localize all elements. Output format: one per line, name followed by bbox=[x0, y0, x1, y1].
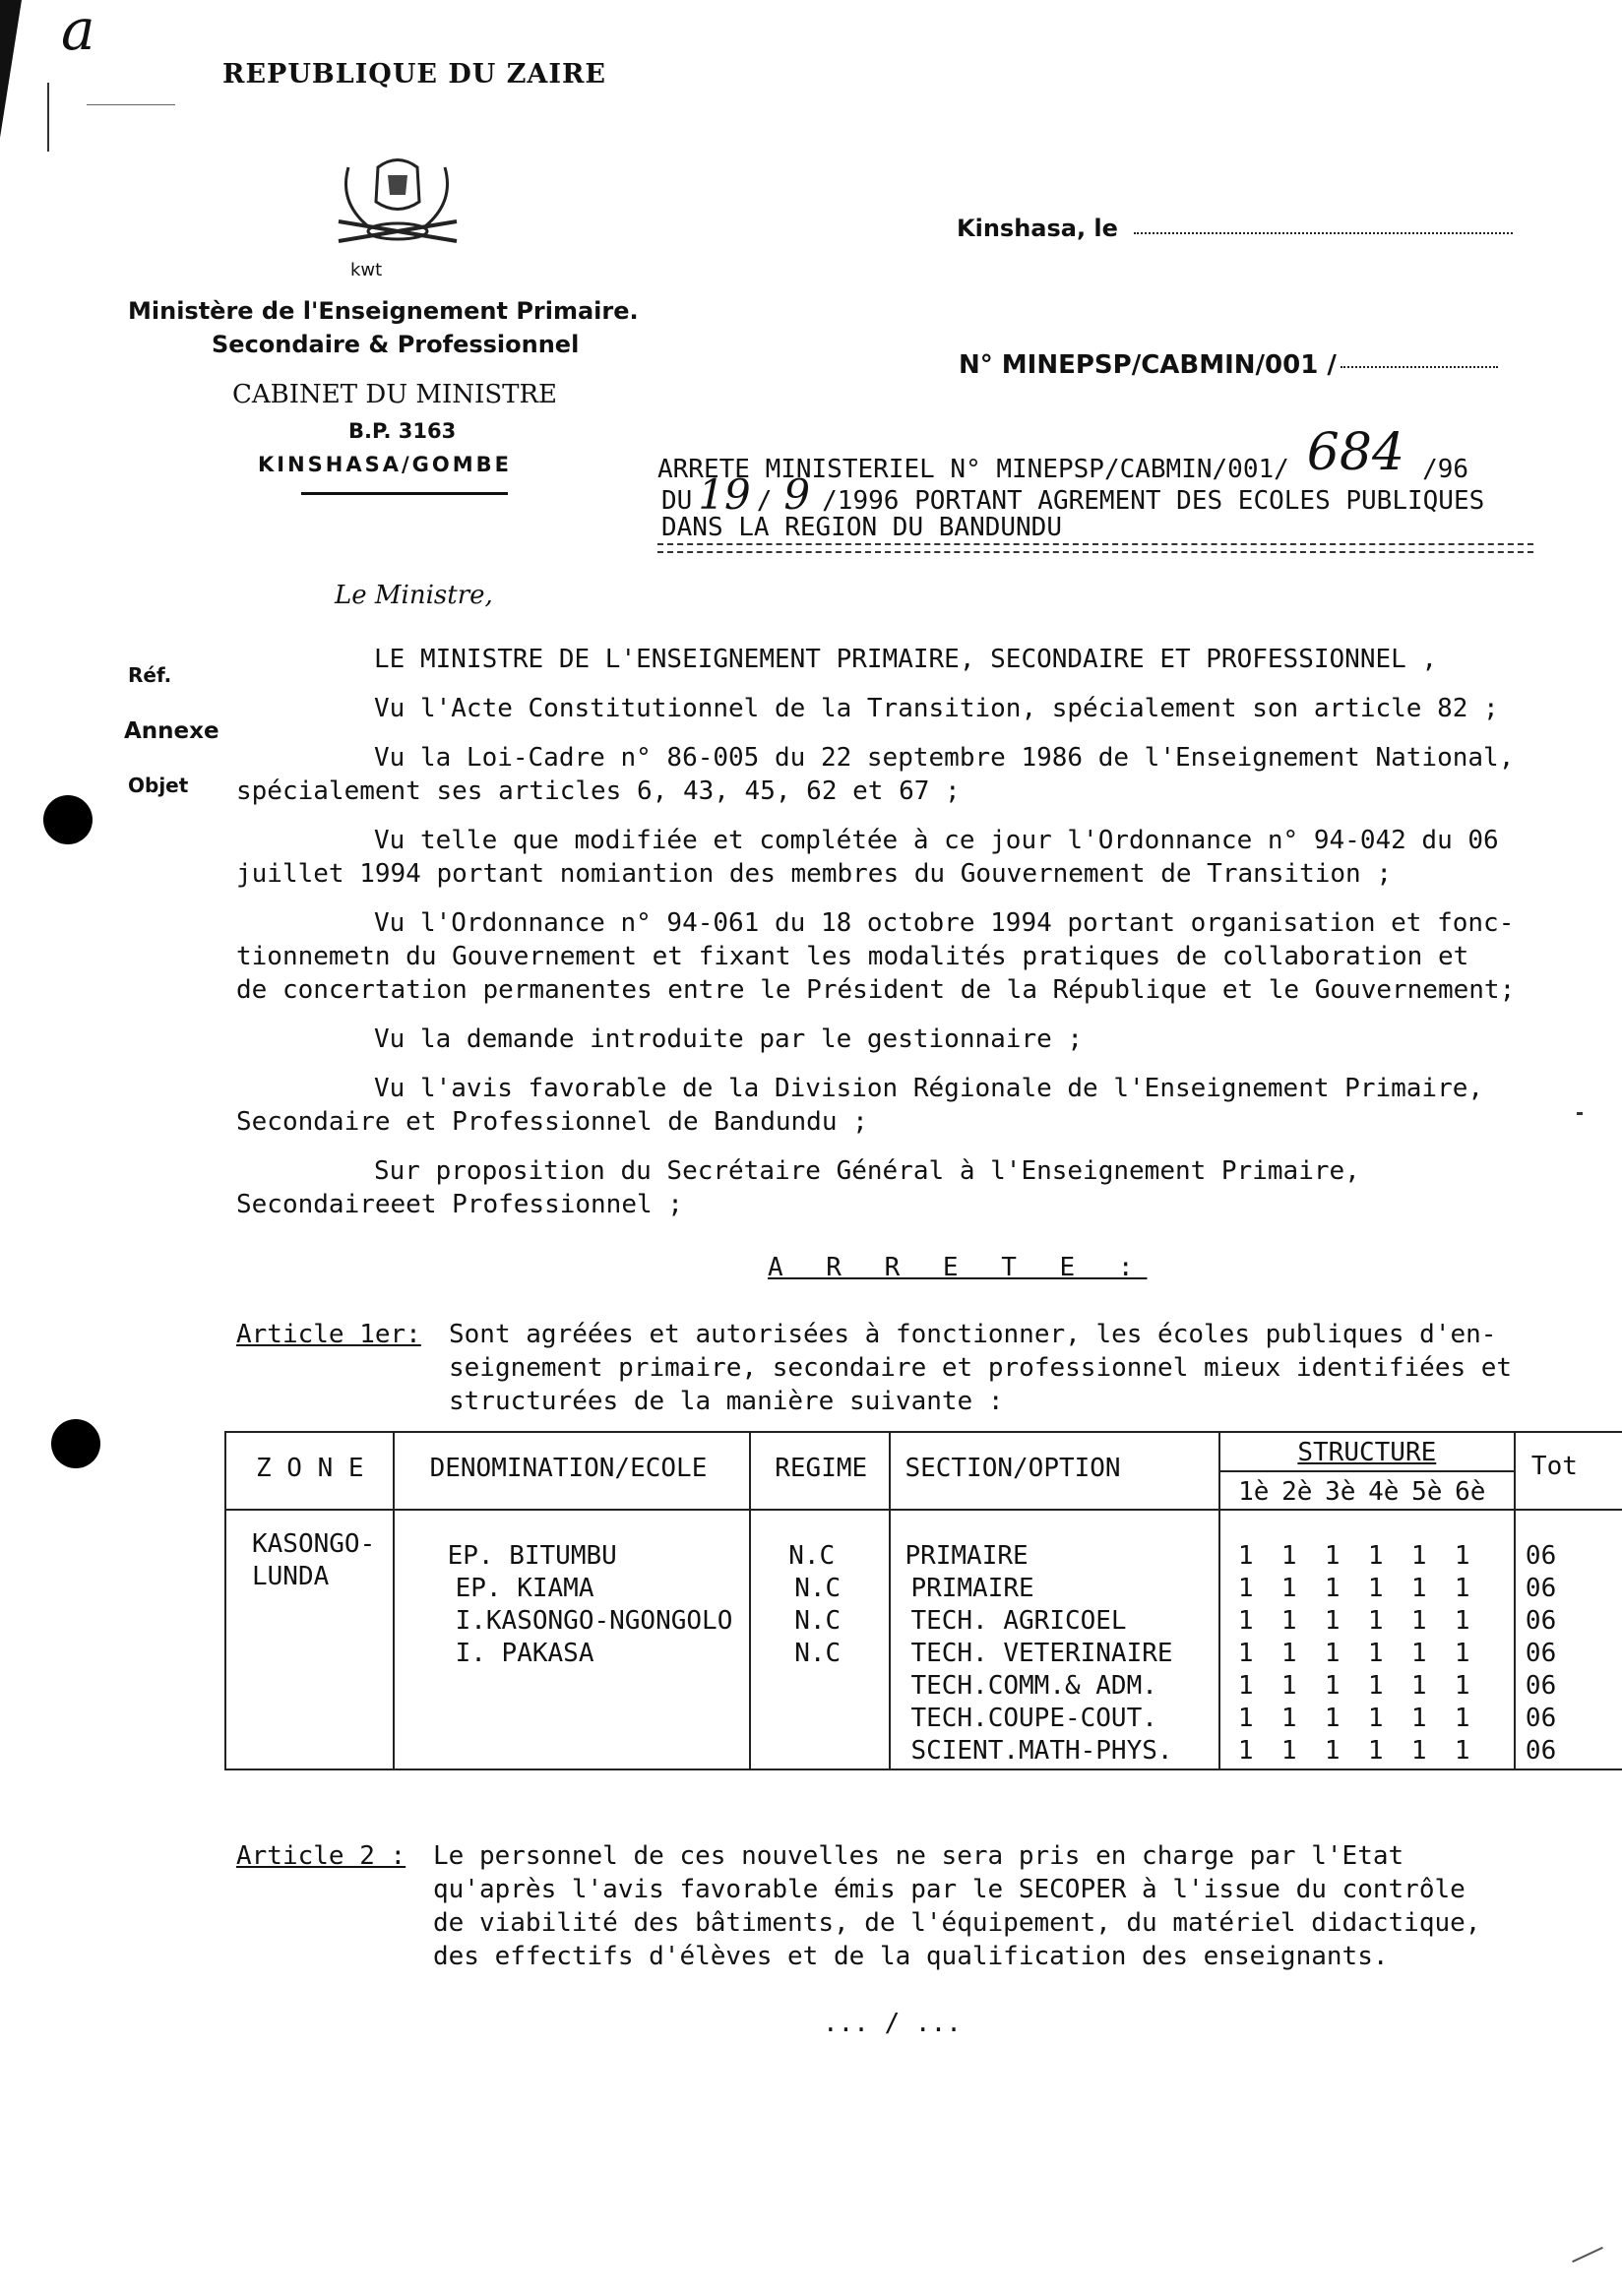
structure-value: 1 bbox=[1237, 1671, 1254, 1701]
arrete-heading: A R R E T E : bbox=[768, 1253, 1148, 1282]
structure-value: 1 bbox=[1367, 1671, 1384, 1701]
structure-value: 1 bbox=[1410, 1639, 1427, 1668]
structure-value: 1 bbox=[1410, 1704, 1427, 1733]
structure-value: 1 bbox=[1454, 1671, 1470, 1701]
title-line1: ARRETE MINISTERIEL N° MINEPSP/CABMIN/001/ 684 /96 bbox=[657, 423, 1469, 484]
header-regime-cell bbox=[750, 1432, 890, 1510]
structure-value: 1 bbox=[1280, 1736, 1297, 1766]
paragraph-proposition-l2: Secondaireeet Professionnel ; bbox=[236, 1190, 683, 1219]
structure-row bbox=[1224, 1605, 1514, 1638]
section-option: PRIMAIRE bbox=[905, 1541, 1029, 1571]
school-name: EP. KIAMA bbox=[455, 1574, 594, 1603]
structure-value: 1 bbox=[1410, 1574, 1427, 1603]
structure-value: 1 bbox=[1237, 1736, 1254, 1766]
structure-value: 1 bbox=[1324, 1704, 1341, 1733]
structure-value: 1 bbox=[1454, 1606, 1470, 1636]
total-value: 06 bbox=[1525, 1541, 1557, 1571]
header-structure-cell bbox=[1219, 1432, 1515, 1510]
structure-value: 1 bbox=[1410, 1541, 1427, 1571]
regime-cell bbox=[750, 1510, 890, 1769]
table-body-row bbox=[225, 1510, 1622, 1769]
header-rule bbox=[301, 492, 508, 495]
total-value: 06 bbox=[1525, 1606, 1557, 1636]
header-years bbox=[1220, 1470, 1514, 1509]
schools-table bbox=[224, 1431, 1622, 1770]
handwritten-day: 19 bbox=[698, 470, 751, 519]
header-total-cell bbox=[1515, 1432, 1622, 1510]
structure-cell bbox=[1219, 1510, 1515, 1769]
structure-value: 1 bbox=[1454, 1704, 1470, 1733]
structure-value: 1 bbox=[1237, 1574, 1254, 1603]
paragraph-avis-l1: Vu l'avis favorable de la Division Régionale de l'Enseignement Primaire, bbox=[374, 1074, 1484, 1103]
ministry-line1: Ministère de l'Enseignement Primaire. bbox=[128, 297, 639, 325]
cabinet-heading: CABINET DU MINISTRE bbox=[232, 380, 558, 409]
structure-value: 1 bbox=[1454, 1541, 1470, 1571]
article1-l1: Sont agréées et autorisées à fonctionner, les écoles publiques d'en- bbox=[449, 1320, 1497, 1349]
header-year: 1è bbox=[1238, 1477, 1270, 1507]
zone-name-l2: LUNDA bbox=[252, 1562, 330, 1591]
paragraph-ord2-l3: de concertation permanentes entre le Président de la République et le Gouvernement; bbox=[236, 975, 1516, 1005]
handwritten-mark: a bbox=[61, 0, 95, 63]
school-regime: N.C bbox=[788, 1541, 836, 1571]
paragraph-minister: LE MINISTRE DE L'ENSEIGNEMENT PRIMAIRE, SECONDAIRE ET PROFESSIONNEL , bbox=[374, 645, 1438, 674]
paragraph-acte: Vu l'Acte Constitutionnel de la Transition, spécialement son article 82 ; bbox=[374, 694, 1499, 723]
header-zone-cell bbox=[225, 1432, 394, 1510]
scan-edge-mark bbox=[0, 0, 22, 138]
section-option: TECH. VETERINAIRE bbox=[910, 1639, 1173, 1668]
table-header-row bbox=[225, 1432, 1622, 1510]
structure-row bbox=[1224, 1703, 1514, 1735]
structure-value: 1 bbox=[1324, 1541, 1341, 1571]
structure-value: 1 bbox=[1280, 1541, 1297, 1571]
article2-label: Article 2 : bbox=[236, 1841, 406, 1871]
school-name: I.KASONGO-NGONGOLO bbox=[455, 1606, 733, 1636]
paragraph-loi-l1: Vu la Loi-Cadre n° 86-005 du 22 septembre 1986 de l'Enseignement National, bbox=[374, 743, 1515, 773]
structure-value: 1 bbox=[1324, 1574, 1341, 1603]
salutation: Le Ministre, bbox=[335, 581, 493, 610]
header-year: 2è bbox=[1281, 1477, 1313, 1507]
article2-l3: de viabilité des bâtiments, de l'équipement, du matériel didactique, bbox=[433, 1908, 1481, 1938]
structure-value: 1 bbox=[1237, 1541, 1254, 1571]
postal-box: B.P. 3163 bbox=[348, 419, 457, 443]
structure-value: 1 bbox=[1237, 1606, 1254, 1636]
structure-value: 1 bbox=[1324, 1736, 1341, 1766]
structure-value: 1 bbox=[1410, 1736, 1427, 1766]
header-denomination-cell bbox=[394, 1432, 751, 1510]
zone-cell bbox=[225, 1510, 394, 1769]
structure-value: 1 bbox=[1367, 1704, 1384, 1733]
total-value: 06 bbox=[1525, 1671, 1557, 1701]
structure-value: 1 bbox=[1324, 1671, 1341, 1701]
school-name: I. PAKASA bbox=[455, 1639, 594, 1668]
header-year: 3è bbox=[1325, 1477, 1356, 1507]
header-structure: STRUCTURE bbox=[1297, 1438, 1437, 1467]
header-denomination: DENOMINATION/ECOLE bbox=[429, 1454, 708, 1483]
article2-l1: Le personnel de ces nouvelles ne sera pris en charge par l'Etat bbox=[433, 1841, 1404, 1871]
national-emblem bbox=[329, 148, 467, 266]
zone-name-l1: KASONGO- bbox=[252, 1529, 376, 1559]
article1-label: Article 1er: bbox=[236, 1320, 421, 1349]
structure-value: 1 bbox=[1280, 1704, 1297, 1733]
section-option: TECH.COMM.& ADM. bbox=[910, 1671, 1157, 1701]
country-heading: REPUBLIQUE DU ZAIRE bbox=[222, 59, 607, 90]
title-line2: DU 19 / 9 /1996 PORTANT AGREMENT DES ECOLES PUBLIQUES bbox=[661, 470, 1485, 519]
structure-value: 1 bbox=[1280, 1639, 1297, 1668]
date-line bbox=[1134, 232, 1513, 234]
school-regime: N.C bbox=[794, 1606, 842, 1636]
header-zone: Z O N E bbox=[256, 1454, 364, 1483]
structure-value: 1 bbox=[1367, 1606, 1384, 1636]
paragraph-demande: Vu la demande introduite par le gestionnaire ; bbox=[374, 1024, 1084, 1054]
paragraph-avis-l2: Secondaire et Professionnel de Bandundu ; bbox=[236, 1107, 868, 1137]
total-value: 06 bbox=[1525, 1704, 1557, 1733]
header-year: 6è bbox=[1455, 1477, 1486, 1507]
paragraph-proposition-l1: Sur proposition du Secrétaire Général à l'Enseignement Primaire, bbox=[374, 1156, 1360, 1186]
total-value: 06 bbox=[1525, 1574, 1557, 1603]
article1-l3: structurées de la manière suivante : bbox=[449, 1387, 1004, 1416]
paragraph-ord2-l2: tionnemetn du Gouvernement et fixant les modalités pratiques de collaboration et bbox=[236, 942, 1469, 971]
header-section: SECTION/OPTION bbox=[905, 1454, 1121, 1483]
structure-value: 1 bbox=[1280, 1574, 1297, 1603]
objet-label: Objet bbox=[128, 774, 189, 797]
section-option: TECH. AGRICOEL bbox=[910, 1606, 1127, 1636]
school-regime: N.C bbox=[794, 1639, 842, 1668]
structure-value: 1 bbox=[1367, 1541, 1384, 1571]
school-name: EP. BITUMBU bbox=[447, 1541, 617, 1571]
emblem-caption: kwt bbox=[350, 260, 383, 280]
continuation-mark: ... / ... bbox=[823, 2009, 962, 2038]
structure-row bbox=[1224, 1670, 1514, 1703]
punch-hole bbox=[51, 1419, 100, 1468]
school-regime: N.C bbox=[794, 1574, 842, 1603]
structure-value: 1 bbox=[1454, 1639, 1470, 1668]
ref-label: Réf. bbox=[128, 663, 172, 687]
structure-row bbox=[1224, 1540, 1514, 1573]
date-label: Kinshasa, le bbox=[957, 215, 1118, 242]
annexe-label: Annexe bbox=[124, 718, 219, 744]
header-regime: REGIME bbox=[775, 1454, 868, 1483]
ministry-line2: Secondaire & Professionnel bbox=[212, 331, 580, 358]
section-cell bbox=[890, 1510, 1218, 1769]
paragraph-ord1-l2: juillet 1994 portant nomiantion des membres du Gouvernement de Transition ; bbox=[236, 859, 1392, 889]
structure-value: 1 bbox=[1367, 1736, 1384, 1766]
structure-value: 1 bbox=[1410, 1606, 1427, 1636]
structure-value: 1 bbox=[1410, 1671, 1427, 1701]
paragraph-ord2-l1: Vu l'Ordonnance n° 94-061 du 18 octobre 1994 portant organisation et fonc- bbox=[374, 908, 1515, 938]
header-section-cell bbox=[890, 1432, 1218, 1510]
structure-value: 1 bbox=[1454, 1574, 1470, 1603]
section-option: TECH.COUPE-COUT. bbox=[910, 1704, 1157, 1733]
structure-value: 1 bbox=[1280, 1671, 1297, 1701]
structure-value: 1 bbox=[1324, 1606, 1341, 1636]
article1-l2: seignement primaire, secondaire et professionnel mieux identifiées et bbox=[449, 1353, 1513, 1383]
structure-value: 1 bbox=[1367, 1574, 1384, 1603]
city: KINSHASA/GOMBE bbox=[258, 453, 512, 476]
title-underline bbox=[657, 543, 1533, 553]
structure-row bbox=[1224, 1735, 1514, 1768]
structure-value: 1 bbox=[1367, 1639, 1384, 1668]
structure-row bbox=[1224, 1573, 1514, 1605]
section-option: PRIMAIRE bbox=[910, 1574, 1034, 1603]
total-cell bbox=[1515, 1510, 1622, 1769]
pen-stroke bbox=[47, 83, 49, 152]
total-value: 06 bbox=[1525, 1639, 1557, 1668]
pen-stroke bbox=[87, 104, 175, 105]
structure-value: 1 bbox=[1237, 1704, 1254, 1733]
section-option: SCIENT.MATH-PHYS. bbox=[910, 1736, 1173, 1766]
structure-value: 1 bbox=[1324, 1639, 1341, 1668]
structure-value: 1 bbox=[1280, 1606, 1297, 1636]
header-year: 5è bbox=[1411, 1477, 1443, 1507]
handwritten-month: 9 bbox=[783, 470, 811, 519]
paragraph-loi-l2: spécialement ses articles 6, 43, 45, 62 et 67 ; bbox=[236, 776, 961, 806]
denomination-cell bbox=[394, 1510, 751, 1769]
total-value: 06 bbox=[1525, 1736, 1557, 1766]
structure-value: 1 bbox=[1454, 1736, 1470, 1766]
article2-l2: qu'après l'avis favorable émis par le SECOPER à l'issue du contrôle bbox=[433, 1875, 1466, 1904]
handwritten-number: 684 bbox=[1306, 423, 1405, 482]
structure-value: 1 bbox=[1237, 1639, 1254, 1668]
punch-hole bbox=[43, 795, 93, 844]
reference-line bbox=[1341, 366, 1498, 368]
header-total: Tot bbox=[1530, 1452, 1578, 1481]
title-line3: DANS LA REGION DU BANDUNDU bbox=[661, 513, 1062, 542]
reference-number: N° MINEPSP/CABMIN/001 / bbox=[959, 350, 1337, 380]
article2-l4: des effectifs d'élèves et de la qualification des enseignants. bbox=[433, 1942, 1389, 1971]
structure-row bbox=[1224, 1638, 1514, 1670]
header-year: 4è bbox=[1368, 1477, 1400, 1507]
scan-speck bbox=[1577, 1112, 1583, 1115]
paragraph-ord1-l1: Vu telle que modifiée et complétée à ce jour l'Ordonnance n° 94-042 du 06 bbox=[374, 826, 1499, 855]
scan-speck bbox=[1572, 2247, 1603, 2263]
